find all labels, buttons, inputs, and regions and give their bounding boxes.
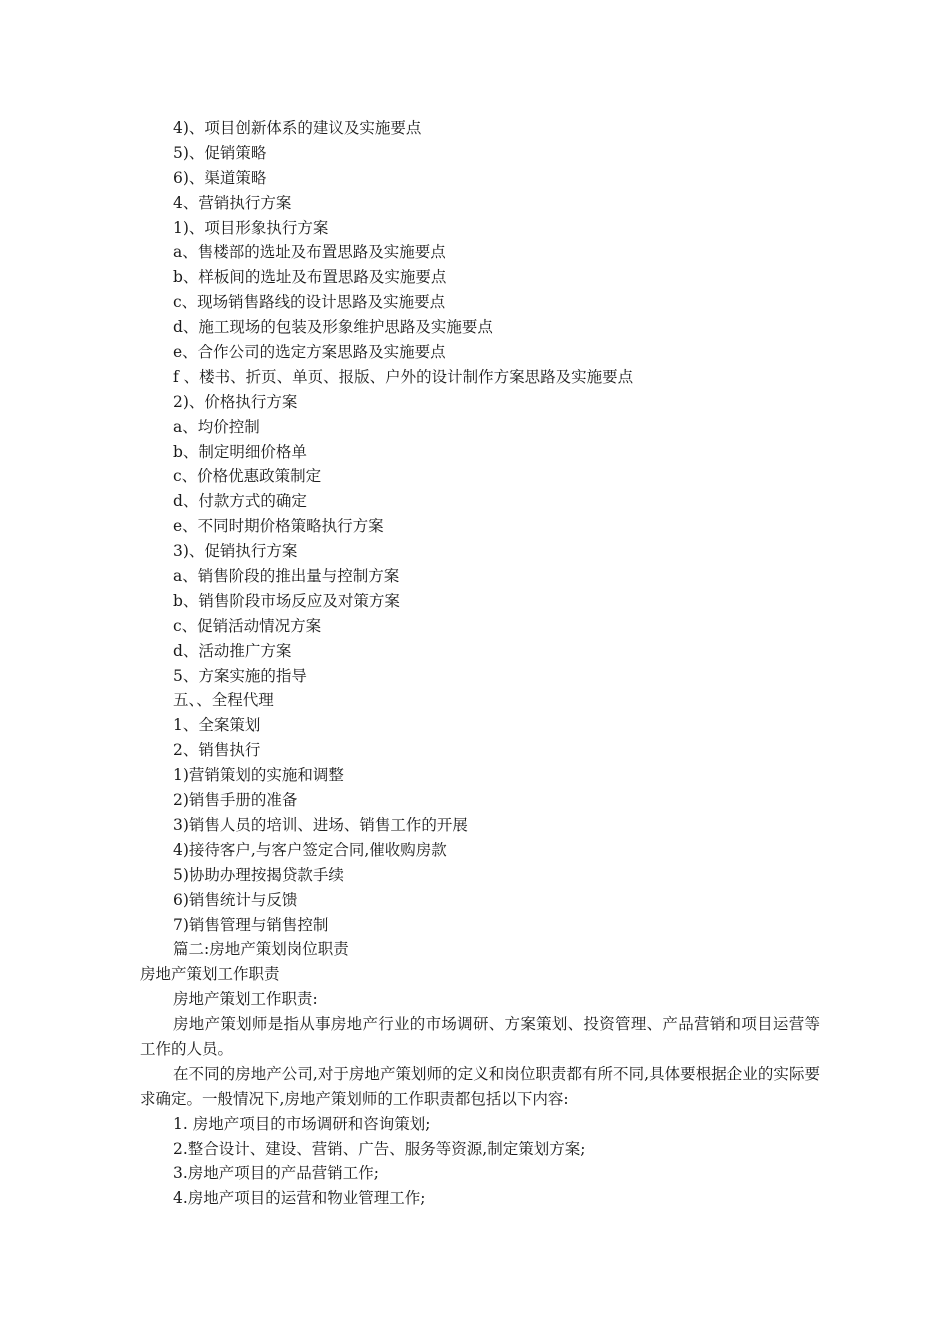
outline-line: 1)、项目形象执行方案 — [173, 218, 329, 237]
outline-line: c、现场销售路线的设计思路及实施要点 — [173, 293, 446, 312]
outline-line: 五、、全程代理 — [173, 691, 274, 710]
duty-item: 1. 房地产项目的市场调研和咨询策划; — [173, 1114, 431, 1133]
outline-line: 2)、价格执行方案 — [173, 392, 298, 411]
outline-line: 2)销售手册的准备 — [173, 791, 298, 810]
section-title: 房地产策划工作职责 — [140, 965, 280, 984]
section-subtitle: 房地产策划工作职责: — [173, 990, 318, 1009]
outline-line: b、样板间的选址及布置思路及实施要点 — [173, 268, 447, 287]
body-paragraph: 房地产策划师是指从事房地产行业的市场调研、方案策划、投资管理、产品营销和项目运营等工作的人员。 — [140, 1015, 820, 1058]
outline-list — [140, 116, 820, 962]
outline-line: b、销售阶段市场反应及对策方案 — [173, 591, 400, 610]
outline-line: d、活动推广方案 — [173, 641, 292, 660]
outline-line: 1)营销策划的实施和调整 — [173, 766, 344, 785]
outline-line: a、售楼部的选址及布置思路及实施要点 — [173, 243, 446, 262]
outline-line: e、合作公司的选定方案思路及实施要点 — [173, 343, 446, 362]
outline-line: 6)销售统计与反馈 — [173, 890, 298, 909]
outline-line: b、制定明细价格单 — [173, 442, 307, 461]
outline-line: 3)、促销执行方案 — [173, 542, 298, 561]
outline-line: 4)、项目创新体系的建议及实施要点 — [173, 119, 422, 137]
outline-line: e、不同时期价格策略执行方案 — [173, 517, 384, 536]
outline-line: f 、楼书、折页、单页、报版、户外的设计制作方案思路及实施要点 — [173, 367, 634, 386]
outline-line: a、均价控制 — [173, 417, 260, 436]
outline-line: 5、方案实施的指导 — [173, 666, 307, 685]
outline-line: 6)、渠道策略 — [173, 168, 267, 187]
body-paragraph: 在不同的房地产公司,对于房地产策划师的定义和岗位职责都有所不同,具体要根据企业的实际要求确定。一般情况下,房地产策划师的工作职责都包括以下内容: — [140, 1064, 820, 1108]
outline-line: a、销售阶段的推出量与控制方案 — [173, 567, 400, 586]
duty-item: 3.房地产项目的产品营销工作; — [173, 1164, 380, 1183]
outline-line: c、促销活动情况方案 — [173, 616, 322, 635]
outline-line: d、施工现场的包装及形象维护思路及实施要点 — [173, 318, 493, 337]
outline-line: 7)销售管理与销售控制 — [173, 915, 329, 934]
outline-line: 篇二:房地产策划岗位职责 — [173, 940, 349, 959]
outline-line: 4、营销执行方案 — [173, 193, 292, 212]
duties-list — [140, 1112, 820, 1212]
outline-line: 1、全案策划 — [173, 716, 261, 735]
outline-line: 5)协助办理按揭贷款手续 — [173, 865, 344, 884]
outline-line: 2、销售执行 — [173, 741, 261, 760]
outline-line: d、付款方式的确定 — [173, 492, 307, 511]
document-body — [140, 116, 820, 1211]
outline-line: c、价格优惠政策制定 — [173, 467, 322, 486]
outline-line: 5)、促销策略 — [173, 143, 267, 162]
duty-item: 2.整合设计、建设、营销、广告、服务等资源,制定策划方案; — [173, 1139, 586, 1158]
outline-line: 3)销售人员的培训、进场、销售工作的开展 — [173, 815, 468, 834]
duty-item: 4.房地产项目的运营和物业管理工作; — [173, 1189, 426, 1208]
outline-line: 4)接待客户,与客户签定合同,催收购房款 — [173, 840, 447, 859]
